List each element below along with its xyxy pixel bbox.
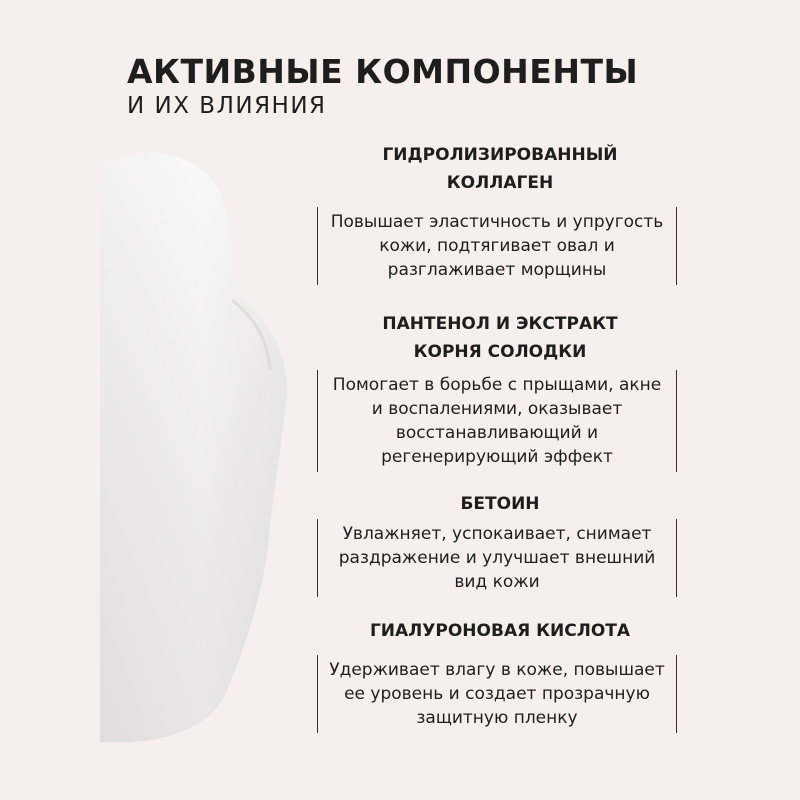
ingredient-panthenol-heading: ПАНТЕНОЛ И ЭКСТРАКТ КОРНЯ СОЛОДКИ — [382, 314, 618, 362]
ingredient-collagen-description-box — [317, 207, 677, 285]
ingredient-panthenol-description: Помогает в борьбе с прыщами, акне и воспалениями, оказывает восстанавливающий и регенерирующий эффект — [332, 375, 662, 467]
ingredient-betaine-description-box — [317, 519, 677, 597]
ingredient-collagen-description: Повышает эластичность и упругость кожи, подтягивает овал и разглаживает морщины — [330, 212, 664, 280]
ingredient-betaine-heading: БЕТОИН — [460, 494, 540, 514]
ingredient-betaine-description: Увлажняет, успокаивает, снимает раздражение и улучшает внешний вид кожи — [338, 524, 656, 592]
ingredient-hyaluronic-heading: ГИАЛУРОНОВАЯ КИСЛОТА — [369, 621, 631, 641]
page-subtitle: И ИХ ВЛИЯНИЯ — [127, 93, 327, 119]
ingredient-panthenol-description-box — [317, 370, 677, 472]
ingredient-collagen-heading: ГИДРОЛИЗИРОВАННЫЙ КОЛЛАГЕН — [382, 145, 618, 193]
page-title: АКТИВНЫЕ КОМПОНЕНТЫ — [127, 52, 639, 91]
ingredient-hyaluronic-description-box — [317, 655, 677, 733]
ingredient-hyaluronic-description: Удерживает влагу в коже, повышает ее уровень и создает прозрачную защитную пленку — [329, 660, 665, 728]
